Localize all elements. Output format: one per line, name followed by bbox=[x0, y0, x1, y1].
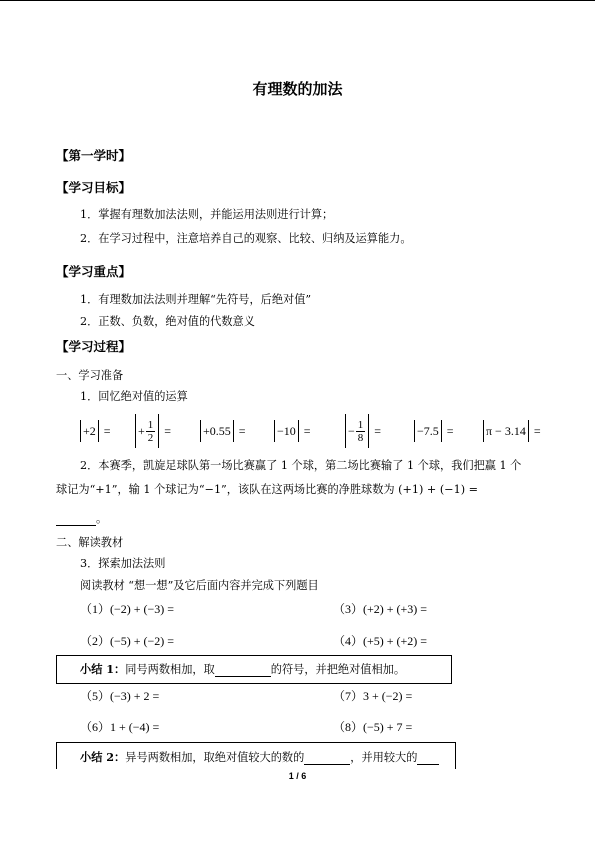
section-goals: 【学习目标】 bbox=[56, 180, 132, 195]
question-7: （7）3 + (−2) = bbox=[333, 689, 413, 703]
top-rule bbox=[0, 0, 595, 1]
abs-expr-4: −10 = bbox=[272, 414, 311, 448]
key-point-1: 1．有理数加法法则并理解“先符号，后绝对值” bbox=[80, 293, 312, 306]
abs-expr-1: +2 = bbox=[78, 414, 111, 448]
question-4: （4）(+5) + (+2) = bbox=[333, 634, 428, 648]
part1-answer-line: 。 bbox=[56, 512, 107, 526]
goal-item-2: 2．在学习过程中，注意培养自己的观察、比较、归纳及运算能力。 bbox=[80, 232, 412, 245]
section-process: 【学习过程】 bbox=[56, 339, 132, 354]
fraction-eighth: $\frac{1}{8}$ bbox=[357, 418, 364, 444]
abs-expr-2: + $\frac{1}{2}$ = bbox=[133, 414, 171, 448]
part2-instruction: 阅读教材 “想一想”及它后面内容并完成下列题目 bbox=[80, 579, 319, 592]
summary-1: 小结 1：同号两数相加，取 的符号，并把绝对值相加。 bbox=[80, 662, 406, 676]
part1-item2-line2: 球记为“+1”，输 1 个球记为“−1”，该队在这两场比赛的净胜球数为 (+1) + (−1) = bbox=[56, 483, 479, 496]
part2-item3: 3．探索加法法则 bbox=[80, 557, 166, 570]
question-3: （3）(+2) + (+3) = bbox=[333, 602, 428, 616]
part2-heading: 二、解读教材 bbox=[56, 536, 124, 549]
question-6: （6）1 + (−4) = bbox=[80, 720, 160, 734]
abs-expr-5: − $\frac{1}{8}$ = bbox=[343, 414, 381, 448]
section-key-points: 【学习重点】 bbox=[56, 264, 132, 279]
question-1: （1）(−2) + (−3) = bbox=[80, 602, 175, 616]
summary-2: 小结 2：异号两数相加，取绝对值较大的数的 ，并用较大的 bbox=[80, 750, 439, 765]
summary2-blank-1[interactable] bbox=[304, 752, 350, 765]
part1-item1: 1．回忆绝对值的运算 bbox=[80, 390, 188, 403]
answer-blank[interactable] bbox=[56, 513, 96, 526]
page-title: 有理数的加法 bbox=[252, 80, 343, 98]
question-8: （8）(−5) + 7 = bbox=[333, 720, 413, 734]
abs-expr-3: +0.55 = bbox=[198, 414, 246, 448]
goal-item-1: 1．掌握有理数加法法则，并能运用法则进行计算； bbox=[80, 208, 334, 221]
fraction-half: $\frac{1}{2}$ bbox=[147, 418, 154, 444]
question-5: （5）(−3) + 2 = bbox=[80, 689, 160, 703]
page-number: 1 / 6 bbox=[288, 771, 307, 781]
part1-item2-line1: 2．本赛季，凯旋足球队第一场比赛赢了 1 个球，第二场比赛输了 1 个球，我们把赢 1 个 bbox=[80, 459, 522, 472]
part1-heading: 一、学习准备 bbox=[56, 369, 124, 382]
abs-expr-6: −7.5 = bbox=[412, 414, 454, 448]
summary1-blank[interactable] bbox=[215, 664, 271, 677]
abs-value-row bbox=[0, 414, 595, 448]
key-point-2: 2．正数、负数，绝对值的代数意义 bbox=[80, 315, 255, 328]
abs-expr-7: π − 3.14 = bbox=[481, 414, 541, 448]
summary2-blank-2[interactable] bbox=[417, 752, 439, 765]
section-first-lesson: 【第一学时】 bbox=[56, 148, 132, 163]
question-2: （2）(−5) + (−2) = bbox=[80, 634, 175, 648]
